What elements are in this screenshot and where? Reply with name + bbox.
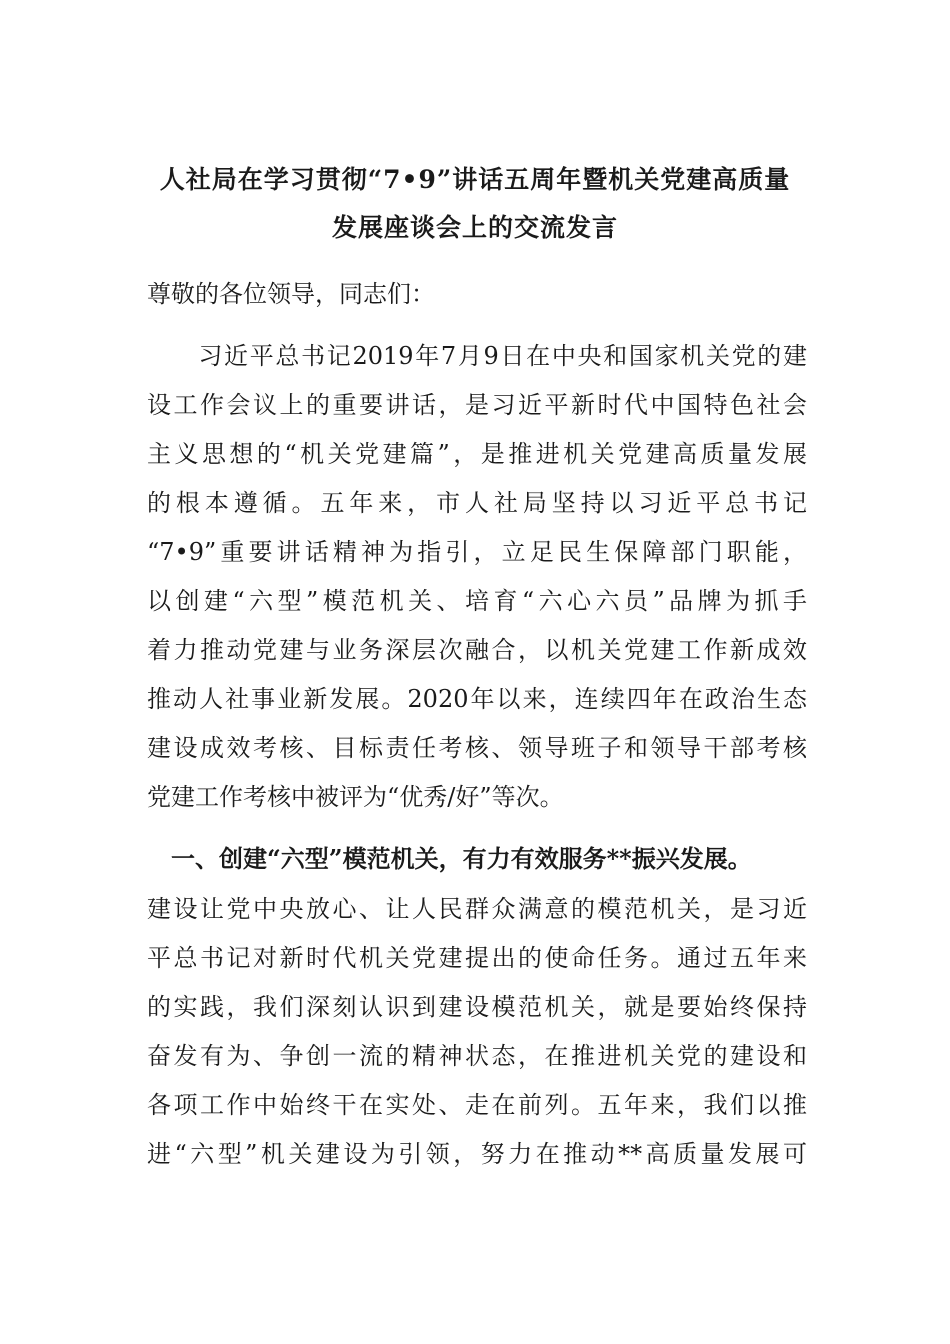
salutation: 尊敬的各位领导，同志们： xyxy=(147,280,435,308)
paragraph-line: 以创建“六型”模范机关、培育“六心六员”品牌为抓手 xyxy=(147,587,807,615)
paragraph-line: 建设成效考核、目标责任考核、领导班子和领导干部考核 xyxy=(147,734,807,762)
paragraph-line: 党建工作考核中被评为“优秀/好”等次。 xyxy=(147,783,564,811)
section-line: 建设让党中央放心、让人民群众满意的模范机关，是习近 xyxy=(147,895,807,923)
paragraph-line: “7•9”重要讲话精神为指引，立足民生保障部门职能， xyxy=(147,538,807,566)
section-line: 的实践，我们深刻认识到建设模范机关，就是要始终保持 xyxy=(147,993,807,1021)
document-title-line-2: 发展座谈会上的交流发言 xyxy=(331,213,618,242)
paragraph-line: 推动人社事业新发展。2020年以来，连续四年在政治生态 xyxy=(147,685,807,713)
section-line: 平总书记对新时代机关党建提出的使命任务。通过五年来 xyxy=(147,944,807,972)
document-title-line-1: 人社局在学习贯彻“7•9”讲话五周年暨机关党建高质量 xyxy=(159,165,791,194)
paragraph-line: 着力推动党建与业务深层次融合，以机关党建工作新成效 xyxy=(147,636,807,664)
paragraph-line: 的根本遵循。五年来，市人社局坚持以习近平总书记 xyxy=(147,489,807,517)
paragraph-line: 主义思想的“机关党建篇”，是推进机关党建高质量发展 xyxy=(147,440,807,468)
paragraph-line: 设工作会议上的重要讲话，是习近平新时代中国特色社会 xyxy=(147,391,807,419)
section-line: 奋发有为、争创一流的精神状态，在推进机关党的建设和 xyxy=(147,1042,807,1070)
section-line: 各项工作中始终干在实处、走在前列。五年来，我们以推 xyxy=(147,1091,807,1119)
section-heading: 一、创建“六型”模范机关，有力有效服务**振兴发展。 xyxy=(147,844,752,873)
paragraph-line: 习近平总书记2019年7月9日在中央和国家机关党的建 xyxy=(147,342,807,370)
section-line: 进“六型”机关建设为引领，努力在推动**高质量发展可 xyxy=(147,1140,807,1168)
